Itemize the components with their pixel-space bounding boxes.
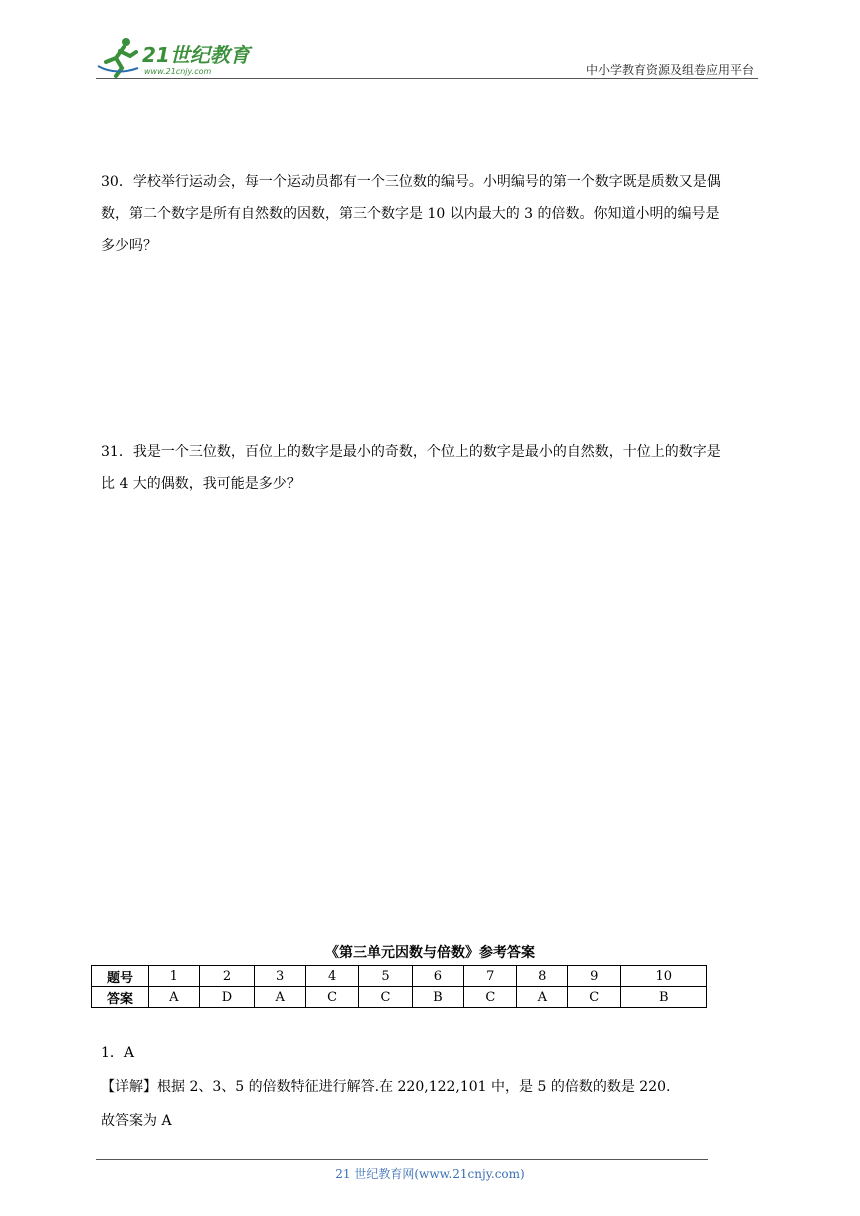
table-cell: 2 [199,966,255,987]
table-cell: C [305,987,358,1008]
table-row [92,987,707,1008]
table-cell: 7 [464,966,517,987]
table-cell: 1 [149,966,200,987]
question-line: 多少吗？ [101,238,157,254]
table-cell: B [412,987,463,1008]
answer-key-table [91,965,707,1008]
table-cell: A [517,987,568,1008]
question-31 [101,436,761,500]
row-label: 题号 [92,966,149,987]
header-divider [96,78,758,79]
table-cell: 3 [255,966,306,987]
solution-conclusion: 故答案为 A [101,1113,172,1129]
table-cell: 8 [517,966,568,987]
svg-text:www.21cnjy.com: www.21cnjy.com [144,67,212,76]
row-label: 答案 [92,987,149,1008]
question-30 [101,166,761,262]
table-cell: C [568,987,621,1008]
question-line: 比 4 大的偶数，我可能是多少？ [101,476,301,492]
answer-key-title: 《第三单元因数与倍数》参考答案 [325,945,535,961]
table-cell: 6 [412,966,463,987]
runner-logo-icon [96,36,266,80]
table-cell: C [359,987,412,1008]
solution-detail: 【详解】根据 2、3、5 的倍数特征进行解答.在 220,122,101 中，是 5 的倍数的数是 220. [101,1079,671,1095]
solution-head: 1．A [101,1045,135,1061]
solution-1 [101,1036,781,1138]
table-cell: D [199,987,255,1008]
site-logo [96,36,266,80]
table-cell: B [621,987,707,1008]
table-cell: A [149,987,200,1008]
table-row [92,966,707,987]
table-cell: 10 [621,966,707,987]
footer-site-link[interactable]: 21 世纪教育网(www.21cnjy.com) [335,1167,525,1181]
header-platform-name: 中小学教育资源及组卷应用平台 [585,63,754,77]
table-cell: A [255,987,306,1008]
question-line: 30．学校举行运动会，每一个运动员都有一个三位数的编号。小明编号的第一个数字既是质数又是偶 [101,174,721,190]
table-cell: 5 [359,966,412,987]
footer-divider [96,1159,708,1160]
table-cell: 9 [568,966,621,987]
table-cell: C [464,987,517,1008]
question-line: 数，第二个数字是所有自然数的因数，第三个数字是 10 以内最大的 3 的倍数。你知道小明的编号是 [101,206,720,222]
table-cell: 4 [305,966,358,987]
svg-text:21世纪教育: 21世纪教育 [142,43,250,67]
question-line: 31．我是一个三位数，百位上的数字是最小的奇数，个位上的数字是最小的自然数，十位上的数字是 [101,444,721,460]
